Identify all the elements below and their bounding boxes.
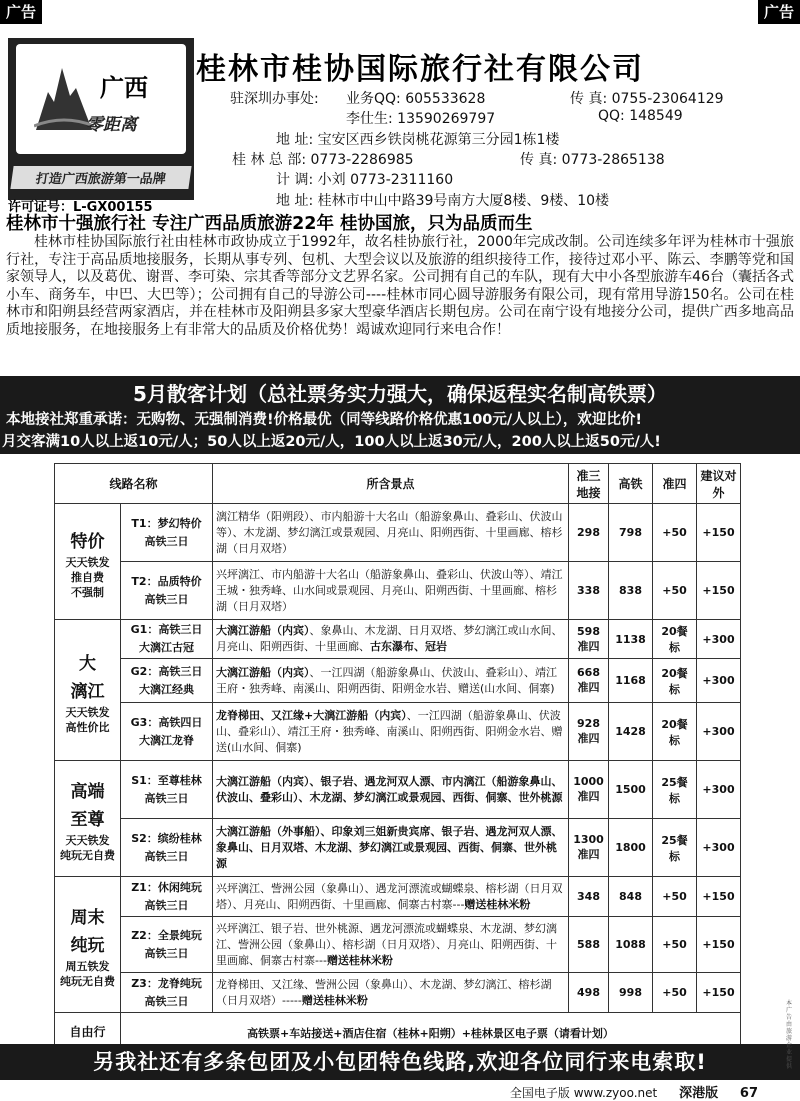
category-sub: 纯玩无自费: [60, 849, 115, 862]
company-intro: 桂林市桂协国际旅行社由桂林市政协成立于1992年，故名桂协旅行社，2000年完成改制。公司连续多年评为桂林市十强旅行社，专注于高品质地接服务，长期从事专列、包机、大型会议以及旅游的组织接待工作，接待过邓小平、陈云、李鹏等党和国家领导人，以及葛优、谢晋、李可染、宗其香等部分文艺界名家。公司拥有自己的车队，现有大中小各型旅游车46台（囊括各式小车、商务车，中巴、大巴等）；公司拥有自己的导游公司----桂林市同心圆导游服务有限公司，现有常用导游150名。公司在桂林市和阳朔县经营两家酒店，并在桂林市及阳朔县多家大型豪华酒店长期包房。公司在南宁设有地接分公司，提供广西多地高品质地接服务，在地接服务上有非常大的品质及价格优势！竭诚欢迎同行来电合作！: [6, 234, 794, 338]
spots-rest: 龙脊梯田、又江缘、訾洲公园（象鼻山）、木龙湖、梦幻漓江、榕杉湖（日月双塔）-----: [216, 977, 552, 1007]
price-hsr: 1168: [609, 659, 653, 703]
route-name: [121, 562, 213, 620]
footer-site: 全国电子版 www.zyoo.net: [509, 1086, 658, 1100]
route-name: [121, 504, 213, 562]
company-name: 桂林市桂协国际旅行社有限公司: [196, 52, 644, 87]
header-spots: 所含景点: [213, 464, 569, 504]
price-4star: 20餐标: [653, 659, 697, 703]
price-suggested: +150: [697, 504, 741, 562]
route-code: S2：缤纷桂林: [131, 831, 202, 845]
spots-rest: 、一江四湖（船游象鼻山、伏波山、叠彩山）、靖江王府・独秀峰、南溪山、阳朔西街、阳朔金水岩、赠送(山水间、侗寨): [216, 665, 558, 695]
price-local: [569, 761, 609, 819]
route-code: Z1：休闲纯玩: [131, 880, 202, 894]
price-value: 928: [577, 717, 600, 730]
price-local: [569, 659, 609, 703]
spots-tail: 赠送桂林米粉: [326, 953, 393, 967]
route-spots: 大漓江游船（内宾）、银子岩、遇龙河双人漂、市内漓江（船游象鼻山、伏波山、叠彩山）、木龙湖、梦幻漓江或景观园、西街、侗寨、世外桃源: [213, 761, 569, 819]
price-local: [569, 819, 609, 877]
category-sub: 推自费: [71, 570, 104, 584]
route-name: [121, 761, 213, 819]
table-row: [55, 877, 741, 917]
price-value: 668: [577, 666, 600, 679]
category-title: 大: [79, 653, 96, 674]
footer-edition: 深港版: [679, 1086, 719, 1101]
price-4star: +50: [653, 504, 697, 562]
plan-banner: [0, 376, 800, 454]
price-local: 498: [569, 973, 609, 1013]
price-4star: 20餐标: [653, 620, 697, 659]
route-spots: [213, 917, 569, 973]
route-name: [121, 819, 213, 877]
price-hsr: 1428: [609, 703, 653, 761]
price-4star: +50: [653, 917, 697, 973]
logo-slogan: 打造广西旅游第一品牌: [10, 166, 191, 189]
price-value: 1000: [573, 775, 604, 788]
logo: [8, 38, 194, 200]
category-tejia: [55, 504, 121, 620]
price-4star: +50: [653, 562, 697, 620]
header-hsr: 高铁: [609, 464, 653, 504]
spots-rest: 、象鼻山、木龙湖、日月双塔、梦幻漓江或山水间、月亮山、阳朔西街、十里画廊、: [216, 624, 563, 653]
price-note: 准四: [577, 681, 600, 694]
price-local: 588: [569, 917, 609, 973]
price-note: 准四: [577, 639, 600, 653]
route-name: [121, 877, 213, 917]
price-4star: +50: [653, 877, 697, 917]
route-days: 高铁三日: [144, 791, 189, 805]
category-sub: 周五铁发: [65, 960, 110, 973]
price-local: 338: [569, 562, 609, 620]
route-code: Z3：龙脊纯玩: [131, 976, 202, 990]
contact-qq: QQ: 148549: [598, 108, 683, 124]
route-days: 大漓江经典: [139, 682, 194, 696]
category-title: 周末: [70, 908, 105, 928]
category-gaoduan: [55, 761, 121, 877]
route-code: T2：品质特价: [131, 574, 202, 588]
table-row: [55, 620, 741, 659]
price-note: 准四: [577, 790, 600, 803]
ad-label-left: 广告: [0, 0, 42, 24]
route-name: [121, 703, 213, 761]
route-name: [121, 917, 213, 973]
route-spots: [213, 659, 569, 703]
category-zhoumo: [55, 877, 121, 1013]
route-spots: [213, 877, 569, 917]
price-hsr: 798: [609, 504, 653, 562]
spots-highlight: 大漓江游船（内宾）: [216, 624, 310, 637]
price-value: 1300: [573, 833, 604, 846]
route-code: Z2：全景纯玩: [131, 928, 202, 942]
table-row: [55, 819, 741, 877]
route-name: [121, 620, 213, 659]
price-suggested: +300: [697, 761, 741, 819]
route-days: 高铁三日: [144, 994, 189, 1008]
price-suggested: +300: [697, 703, 741, 761]
header-4star: 准四: [653, 464, 697, 504]
contact-person: 李仕生: 13590269797: [346, 111, 496, 127]
price-suggested: +150: [697, 917, 741, 973]
table-row: [55, 703, 741, 761]
route-days: 高铁三日: [144, 534, 189, 548]
category-sub: 天天铁发: [65, 834, 110, 847]
route-days: 高铁三日: [144, 592, 189, 606]
spots-rest: 兴坪漓江、訾洲公园（象鼻山）、遇龙河漂流或蝴蝶泉、榕杉湖（日月双塔）、月亮山、阳朔西街、十里画廊、侗寨古村寨---: [216, 881, 563, 911]
spots-rest: 兴坪漓江、银子岩、世外桃源、遇龙河漂流或蝴蝶泉、木龙湖、梦幻漓江、訾洲公园（象鼻山）、榕杉湖（日月双塔）、月亮山、阳朔西街、十里画廊、侗寨古村寨---: [216, 921, 558, 967]
header-route: 线路名称: [55, 464, 213, 504]
spots-tail: 赠送桂林米粉: [301, 993, 368, 1007]
category-title: 漓江: [70, 681, 105, 702]
category-sub: 不强制: [71, 585, 104, 599]
sz-address: 地 址: 宝安区西乡铁岗桃花源第三分园1栋1楼: [276, 132, 560, 148]
dispatch-contact: 计 调: 小刘 0773-2311160: [276, 172, 454, 188]
category-sub: 纯玩无自费: [60, 975, 115, 988]
plan-rebate: 月交客满10人以上返10元/人；50人以上返20元/人，100人以上返30元/人，200人以上返50元/人!: [2, 434, 661, 450]
header-suggested: 建议对外: [697, 464, 741, 504]
price-suggested: +150: [697, 973, 741, 1013]
route-days: 高铁三日: [144, 849, 189, 863]
hq-phone: 桂 林 总 部: 0773-2286985: [232, 152, 414, 168]
route-code: G3：高铁四日: [130, 715, 203, 729]
price-4star: 25餐标: [653, 819, 697, 877]
price-4star: 25餐标: [653, 761, 697, 819]
category-dalijiang: [55, 620, 121, 761]
business-qq: 业务QQ: 605533628: [346, 91, 486, 107]
table-row: [55, 917, 741, 973]
price-hsr: 1088: [609, 917, 653, 973]
spots-rest: 、一江四湖（船游象鼻山、伏波山、叠彩山）、靖江王府・独秀峰、南溪山、阳朔西街、阳朔金水岩、赠送(山水间、侗寨): [216, 708, 563, 754]
price-suggested: +300: [697, 819, 741, 877]
hq-fax: 传 真: 0773-2865138: [520, 152, 665, 168]
route-code: G2：高铁三日: [130, 664, 203, 678]
category-title: 特价: [70, 531, 105, 552]
price-hsr: 838: [609, 562, 653, 620]
spots-tail: 赠送桂林米粉: [464, 897, 531, 911]
slogan-line: 桂林市十强旅行社 专注广西品质旅游22年 桂协国旅，只为品质而生: [6, 214, 533, 234]
plan-promise: 本地接社郑重承诺：无购物、无强制消费!价格最优（同等线路价格优惠100元/人以上），欢迎比价!: [6, 412, 643, 428]
price-local: [569, 703, 609, 761]
free-travel-desc: 高铁票+车站接送+酒店住宿（桂林+阳朔）+桂林景区电子票（请看计划）: [121, 1013, 741, 1053]
spots-tail: 古东瀑布、冠岩: [370, 640, 448, 653]
table-header-row: [55, 464, 741, 504]
price-suggested: +300: [697, 659, 741, 703]
logo-text-guangxi: 广西: [100, 74, 148, 102]
price-hsr: 1800: [609, 819, 653, 877]
sz-fax: 传 真: 0755-23064129: [570, 91, 724, 107]
category-sub: 高性价比: [65, 720, 110, 734]
category-title: 纯玩: [70, 936, 105, 956]
price-hsr: 1500: [609, 761, 653, 819]
route-days: 高铁三日: [144, 946, 189, 960]
category-sub: 天天铁发: [65, 705, 110, 719]
price-local: [569, 620, 609, 659]
spots-highlight: 龙脊梯田、又江缘+大漓江游船（内宾）: [216, 708, 407, 722]
route-spots: [213, 973, 569, 1013]
hq-address: 地 址: 桂林市中山中路39号南方大厦8楼、9楼、10楼: [276, 193, 610, 209]
category-title: 自由行: [69, 1025, 106, 1039]
price-suggested: +150: [697, 877, 741, 917]
logo-text-zero-distance: 零距离: [86, 115, 137, 135]
price-4star: +50: [653, 973, 697, 1013]
route-days: 大漓江龙脊: [139, 733, 194, 747]
route-code: T1：梦幻特价: [131, 516, 202, 530]
category-title: 至尊: [70, 810, 105, 830]
footer: [510, 1082, 758, 1101]
side-note: 本广告由旅游企业提供: [786, 1000, 793, 1070]
mountain-icon: [34, 62, 94, 132]
table-row: [55, 973, 741, 1013]
table-row: [55, 504, 741, 562]
price-4star: 20餐标: [653, 703, 697, 761]
route-code: G1：高铁三日: [130, 623, 203, 636]
route-spots: 兴坪漓江、市内船游十大名山（船游象鼻山、叠彩山、伏波山等）、靖江王城・独秀峰、山水间或景观园、月亮山、阳朔西街、十里画廊、榕杉湖（日月双塔）: [213, 562, 569, 620]
price-note: 准四: [577, 848, 600, 861]
route-name: [121, 973, 213, 1013]
route-code: S1：至尊桂林: [131, 773, 202, 787]
price-suggested: +150: [697, 562, 741, 620]
sz-office-label: 驻深圳办事处:: [230, 91, 319, 107]
route-spots: 漓江精华（阳朔段）、市内船游十大名山（船游象鼻山、叠彩山、伏波山等）、木龙湖、梦幻漓江或景观园、月亮山、阳朔西街、十里画廊、榕杉湖（日月双塔）: [213, 504, 569, 562]
price-note: 准四: [577, 732, 600, 745]
price-local: 298: [569, 504, 609, 562]
category-title: 高端: [70, 782, 105, 802]
table-row: [55, 659, 741, 703]
price-hsr: 848: [609, 877, 653, 917]
route-spots: [213, 703, 569, 761]
route-table: [54, 463, 741, 1053]
logo-art: [16, 44, 186, 154]
license-number: 许可证号：L-GX00155: [8, 200, 153, 215]
price-suggested: +300: [697, 620, 741, 659]
route-name: [121, 659, 213, 703]
spots-highlight: 大漓江游船（内宾）: [216, 665, 310, 679]
route-days: 高铁三日: [144, 898, 189, 912]
route-days: 大漓江古冠: [139, 641, 194, 654]
price-hsr: 998: [609, 973, 653, 1013]
table-row: [55, 761, 741, 819]
price-value: 598: [577, 624, 600, 638]
price-hsr: 1138: [609, 620, 653, 659]
route-spots: 大漓江游船（外事船）、印象刘三姐新贵宾席、银子岩、遇龙河双人漂、象鼻山、日月双塔、木龙湖、梦幻漓江或景观园、西街、侗寨、世外桃源: [213, 819, 569, 877]
ad-label-right: 广告: [758, 0, 800, 24]
bottom-banner: 另我社还有多条包团及小包团特色线路,欢迎各位同行来电索取!: [0, 1044, 800, 1080]
header-local-3star: 准三地接: [569, 464, 609, 504]
route-spots: [213, 620, 569, 659]
table-row: [55, 562, 741, 620]
category-sub: 天天铁发: [65, 555, 110, 569]
price-local: 348: [569, 877, 609, 917]
footer-page: 67: [739, 1086, 758, 1101]
plan-title: 5月散客计划（总社票务实力强大，确保返程实名制高铁票）: [133, 382, 667, 406]
